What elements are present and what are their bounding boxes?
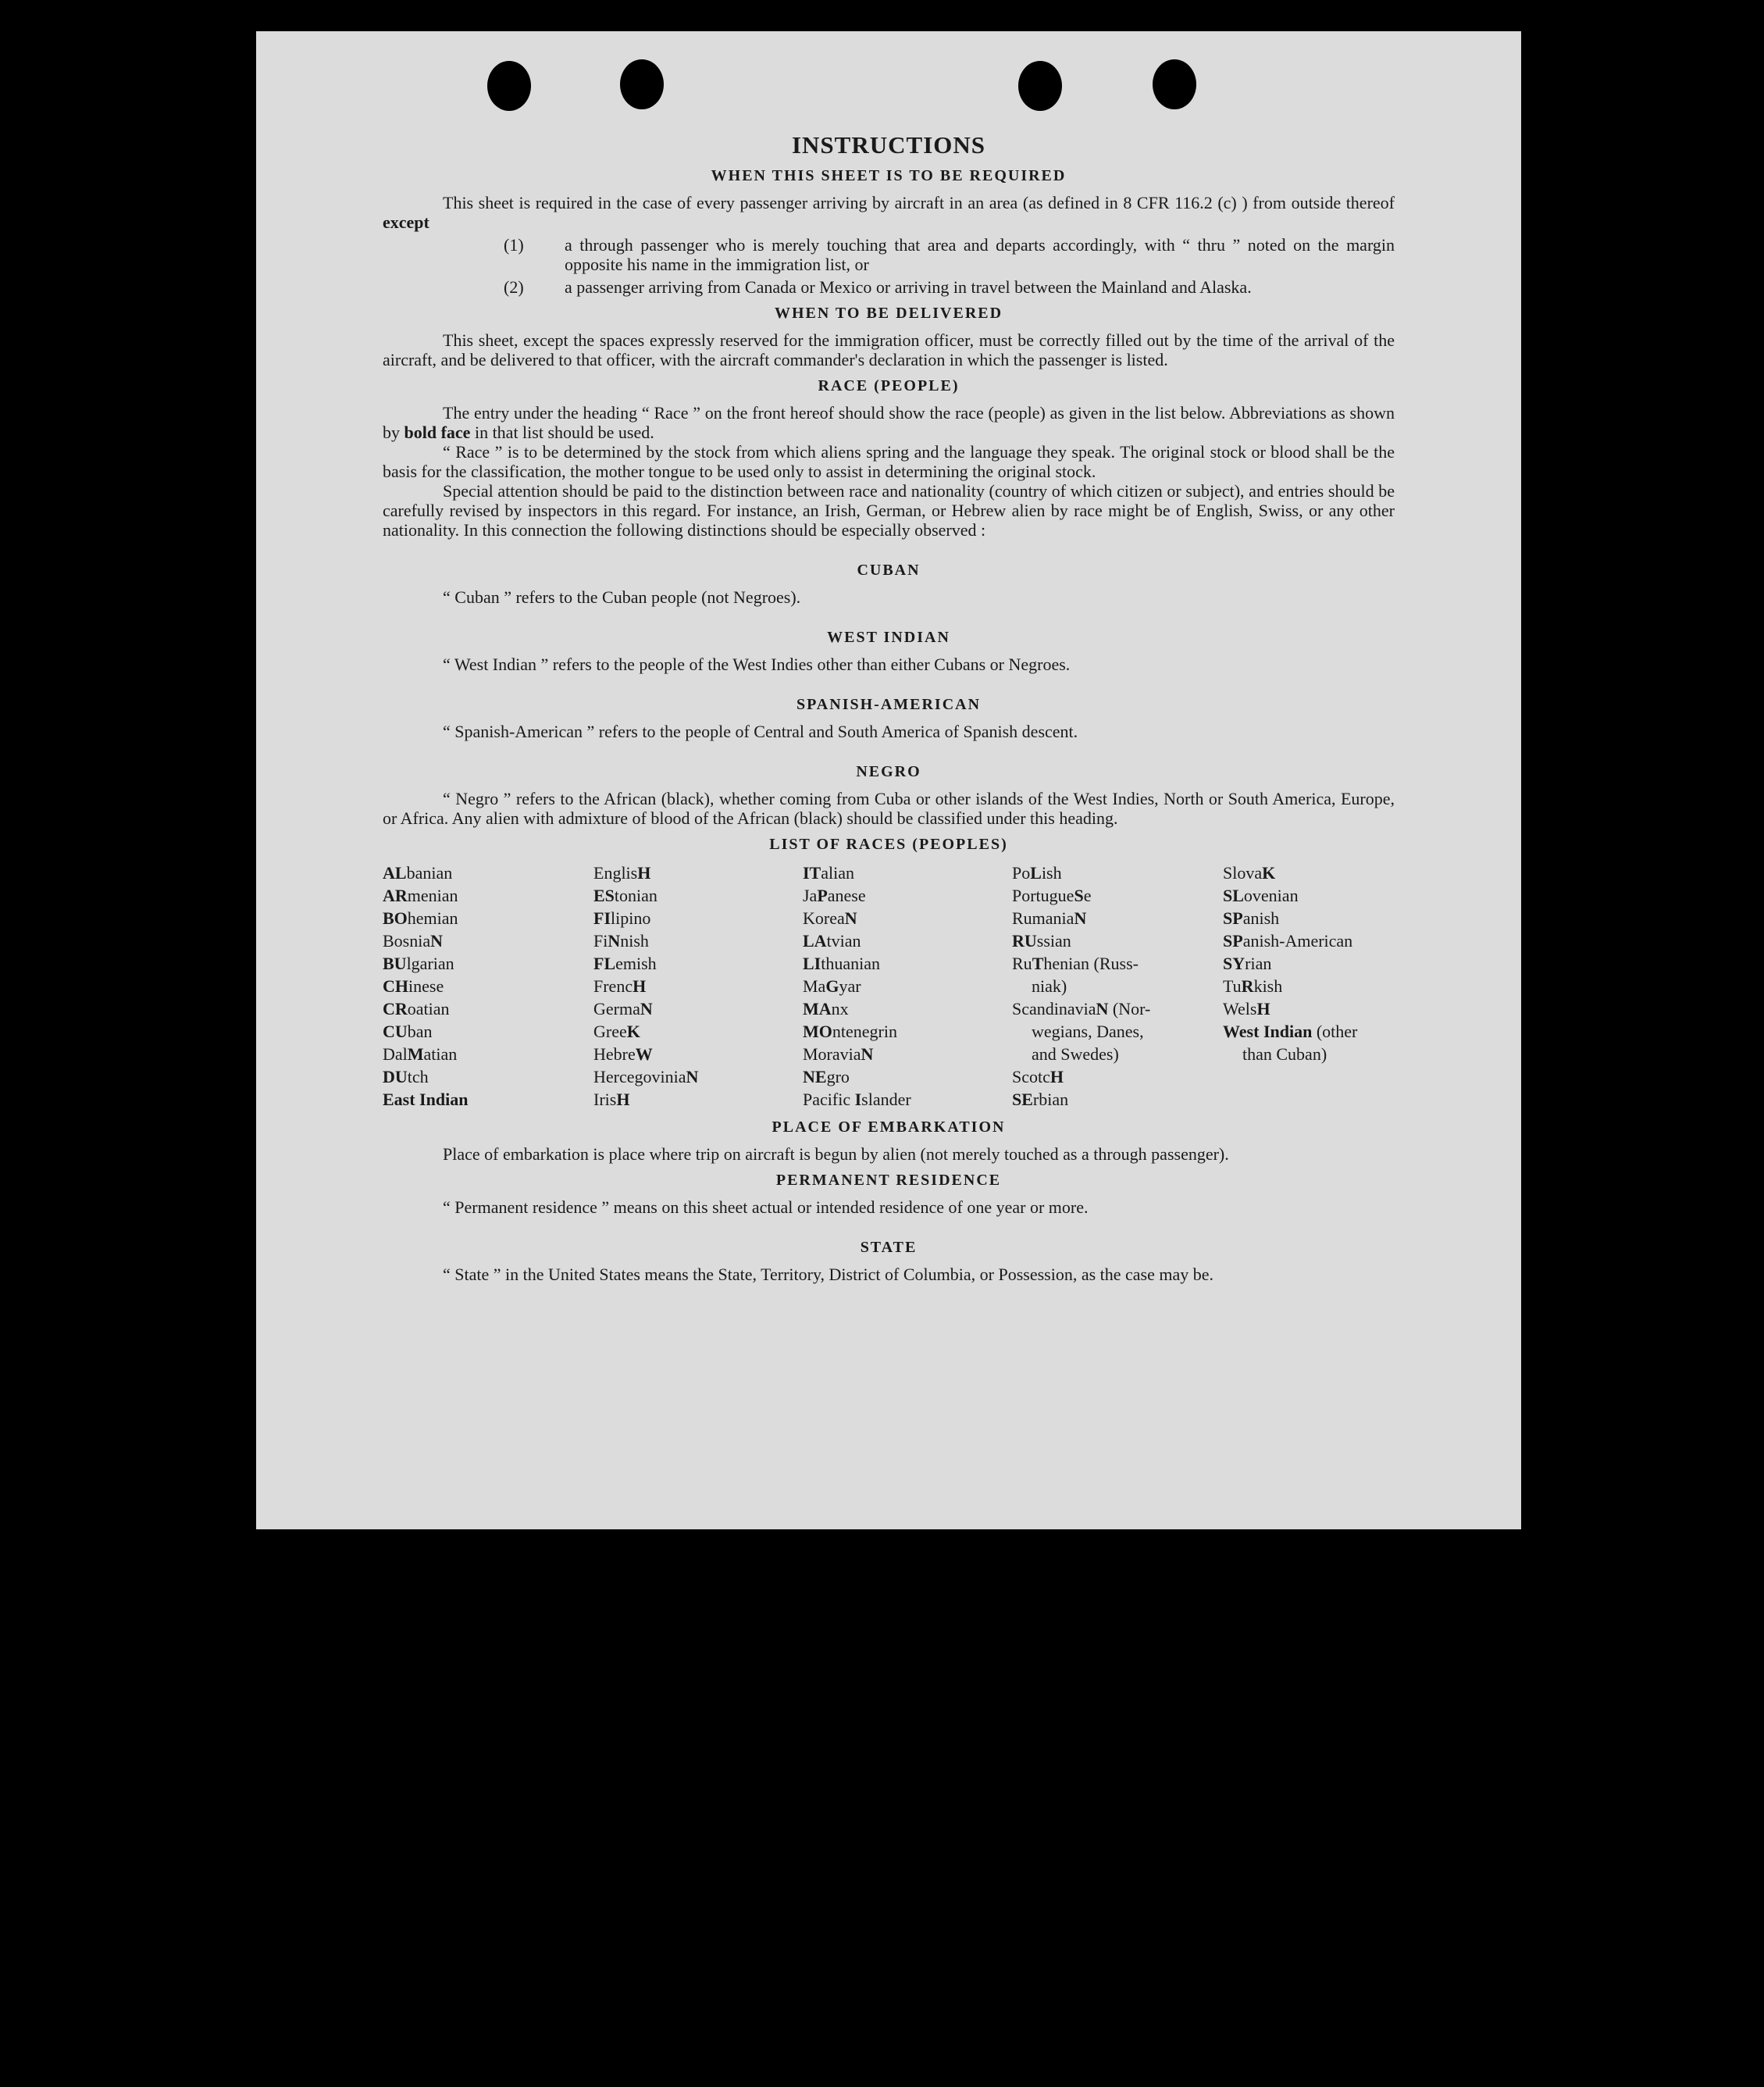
race-entry: KoreaN (803, 908, 857, 928)
section-heading: STATE (860, 1239, 918, 1256)
races-column (1223, 862, 1395, 1111)
race-entry: LIthuanian (803, 954, 881, 973)
race-entry: SPanish (1223, 908, 1280, 928)
race-entry: SPanish-American (1223, 931, 1353, 951)
race-entry: SYrian (1223, 954, 1272, 973)
race-entry: BosniaN (383, 931, 444, 951)
race-entry: MAnx (803, 999, 849, 1019)
paragraph: “ Spanish-American ” refers to the people of Central and South America of Spanish descent. (443, 722, 1078, 741)
race-entry: PortugueSe (1012, 886, 1092, 905)
punch-hole (1153, 59, 1196, 109)
race-entry: SErbian (1012, 1090, 1069, 1109)
race-entry: SlovaK (1223, 863, 1276, 883)
race-entry: FLemish (593, 954, 657, 973)
section-heading: WEST INDIAN (827, 629, 950, 646)
section-heading: RACE (PEOPLE) (818, 377, 960, 394)
race-entry: SLovenian (1223, 886, 1299, 905)
race-entry: West Indian (other than Cuban) (1223, 1022, 1358, 1064)
race-entry: ARmenian (383, 886, 458, 905)
race-entry: East Indian (383, 1090, 469, 1109)
race-entry: MOntenegrin (803, 1022, 897, 1041)
section-heading: NEGRO (856, 763, 921, 780)
instructions-content (383, 131, 1395, 1284)
section-heading: WHEN TO BE DELIVERED (774, 305, 1003, 322)
race-entry: DalMatian (383, 1044, 458, 1064)
paragraph: The entry under the heading “ Race ” on the front hereof should show the race (people) as given in the list below. Abbreviations as shown by bold face in that list should be used. (383, 403, 1395, 442)
races-column (803, 862, 1012, 1111)
races-column (593, 862, 803, 1111)
race-entry: FrencH (593, 976, 647, 996)
section-heading: LIST OF RACES (PEOPLES) (769, 836, 1008, 853)
race-entry: BUlgarian (383, 954, 454, 973)
race-entry: PoLish (1012, 863, 1062, 883)
punch-hole (620, 59, 664, 109)
paragraph: Special attention should be paid to the distinction between race and nationality (country of which citizen or subject), and entries should be carefully revised by inspectors in this regard. For instance, an Irish, German, or Hebrew alien by race might be of English, Swiss, or any other nationality. In this connection the following distinctions should be especially observed : (383, 481, 1395, 540)
paragraph: “ Negro ” refers to the African (black), whether coming from Cuba or other islands of the West Indies, North or South America, Europe, or Africa. Any alien with admixture of blood of the African (black) should be classified under this heading. (383, 789, 1395, 828)
paragraph: Place of embarkation is place where trip on aircraft is begun by alien (not merely touched as a through passenger). (443, 1144, 1229, 1164)
page-title: INSTRUCTIONS (791, 131, 985, 159)
paragraph: “ State ” in the United States means the State, Territory, District of Columbia, or Possession, as the case may be. (443, 1265, 1214, 1284)
races-column (1012, 862, 1223, 1111)
race-entry: BOhemian (383, 908, 458, 928)
race-entry: ITalian (803, 863, 855, 883)
race-entry: FIlipino (593, 908, 651, 928)
race-entry: GreeK (593, 1022, 640, 1041)
races-list (383, 862, 1395, 1111)
race-entry: EnglisH (593, 863, 651, 883)
race-entry: JaPanese (803, 886, 866, 905)
paragraph: “ Cuban ” refers to the Cuban people (not Negroes). (443, 587, 801, 607)
race-entry: MaGyar (803, 976, 861, 996)
section-heading: CUBAN (857, 562, 921, 579)
paragraph: “ West Indian ” refers to the people of the West Indies other than either Cubans or Negroes. (443, 655, 1071, 674)
race-entry: EStonian (593, 886, 657, 905)
races-column (383, 862, 593, 1111)
race-entry: LAtvian (803, 931, 861, 951)
paragraph: “ Permanent residence ” means on this sheet actual or intended residence of one year or more. (443, 1197, 1089, 1217)
section-heading: WHEN THIS SHEET IS TO BE REQUIRED (711, 167, 1067, 184)
race-entry: ScandinaviaN (Nor- wegians, Danes, and Swedes) (1012, 999, 1151, 1064)
race-entry: HercegoviniaN (593, 1067, 699, 1086)
punch-hole (487, 61, 531, 111)
race-entry: TuRkish (1223, 976, 1283, 996)
document-page (256, 31, 1521, 1529)
race-entry: NEgro (803, 1067, 850, 1086)
race-entry: ALbanian (383, 863, 453, 883)
race-entry: WelsH (1223, 999, 1270, 1019)
race-entry: DUtch (383, 1067, 429, 1086)
race-entry: ScotcH (1012, 1067, 1064, 1086)
race-entry: RumaniaN (1012, 908, 1087, 928)
paragraph: “ Race ” is to be determined by the stock from which aliens spring and the language they speak. The original stock or blood shall be the basis for the classification, the mother tongue to be used only to assist in determining the original stock. (383, 442, 1395, 481)
race-entry: MoraviaN (803, 1044, 874, 1064)
punch-hole (1018, 61, 1062, 111)
race-entry: GermaN (593, 999, 653, 1019)
section-heading: PLACE OF EMBARKATION (772, 1118, 1006, 1136)
list-item: (1) a through passenger who is merely touching that area and departs accordingly, with “ thru ” noted on the margin opposite his name in the immigration list, or (504, 235, 1395, 274)
section-heading: PERMANENT RESIDENCE (775, 1172, 1002, 1189)
section-heading: SPANISH-AMERICAN (796, 696, 982, 713)
paragraph: This sheet, except the spaces expressly reserved for the immigration officer, must be correctly filled out by the time of the arrival of the aircraft, and be delivered to that officer, with the aircraft commander's declaration in which the passenger is listed. (383, 330, 1395, 369)
race-entry: FiNnish (593, 931, 649, 951)
paragraph: This sheet is required in the case of every passenger arriving by aircraft in an area (as defined in 8 CFR 116.2 (c) ) from outside thereof except (383, 193, 1395, 232)
race-entry: CHinese (383, 976, 444, 996)
race-entry: CUban (383, 1022, 433, 1041)
race-entry: IrisH (593, 1090, 630, 1109)
race-entry: RuThenian (Russ- niak) (1012, 954, 1139, 996)
list-item: (2) a passenger arriving from Canada or Mexico or arriving in travel between the Mainland and Alaska. (504, 277, 1252, 297)
race-entry: CRoatian (383, 999, 450, 1019)
race-entry: Pacific Islander (803, 1090, 911, 1109)
race-entry: RUssian (1012, 931, 1071, 951)
race-entry: HebreW (593, 1044, 653, 1064)
